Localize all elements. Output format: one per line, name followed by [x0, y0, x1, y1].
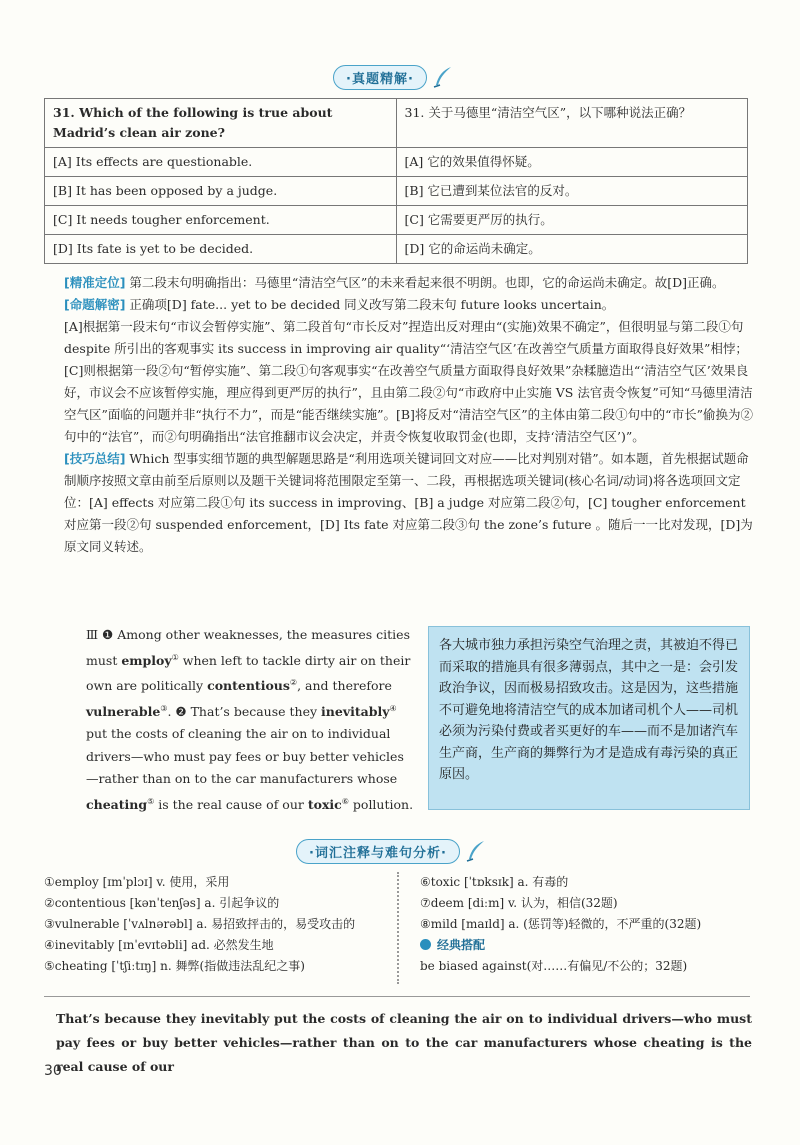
difficult-sentence: That’s because they inevitably put the costs of cleaning the air on to individual drivers—who must pay fees or buy better vehicles—rather than on to the car manufacturers whose cheating is the real cause of our [56, 1011, 752, 1074]
note-marker: ⑥ [341, 796, 349, 806]
table-row [45, 148, 748, 177]
vocab-item: ③vulnerable [ˈvʌlnərəbl] a. 易招致抨击的，易受攻击的 [44, 917, 356, 931]
table-row [45, 177, 748, 206]
analysis-distractors: [A]根据第一段末句“市议会暂停实施”、第二段首句“市长反对”捏造出反对理由“(实施)效果不确定”，但很明显与第二段①句 despite 所引出的客观事实 its success in improving air quality“‘清洁空气区’在改善空气质量方面取得良好效果”相悖；[C]则根据第一段②句“暂停实施”、第二段①句客观事实“在改善空气质量方面取得良好效果”杂糅臆造出“‘清洁空气区’效果良好，市议会不应该暂停实施，理应得到更严厉的执行”，且由第二段②句“市政府中止实施 VS 法官责令恢复”可知“马德里清洁空气区”面临的问题并非“执行不力”，而是“能否继续实施”。[B]将反对“清洁空气区”的主体由第二段①句中的“市长”偷换为②句中的“法官”，而②句明确指出“法官推翻市议会决定，并责令恢复收取罚金(也即，支持‘清洁空气区’)”。 [64, 319, 753, 444]
tag-tips: [技巧总结] [64, 451, 126, 466]
analysis-section [64, 272, 754, 558]
sentence-marker-1: ❶ [102, 627, 114, 642]
passage-text: put the costs of cleaning the air on to individual drivers—who must pay fees or buy better vehicles—rather than on to the car manufacturers whose [86, 726, 404, 787]
vocab-list-left [44, 872, 394, 977]
vocab-item: ①employ [ɪmˈplɔɪ] v. 使用，采用 [44, 875, 230, 889]
question-table [44, 98, 748, 264]
analysis-decode [64, 294, 754, 316]
collocation-title: 经典搭配 [437, 938, 486, 952]
option-b-zh: [B] 它已遭到某位法官的反对。 [396, 177, 748, 206]
vocab-item: ⑥toxic [ˈtɒksɪk] a. 有毒的 [420, 875, 569, 889]
vocab-item: ⑦deem [diːm] v. 认为，相信(32题) [420, 896, 618, 910]
quill-pen-icon [431, 65, 455, 89]
passage-text: Among other weaknesses, the measures cities must [86, 627, 410, 668]
tag-decode: [命题解密] [64, 297, 126, 312]
page-number: 30 [44, 1063, 62, 1079]
tips-text: Which 型事实细节题的典型解题思路是“利用选项关键词回文对应——比对判别对错”。如本题，首先根据试题命制顺序按照文章由前至后原则以及题干关键词将范围限定至第一、二段，再根据选项关键词(核心名词/动词)将各选项回文定位：[A] effects 对应第二段①句 its success in improving、[B] a judge 对应第二段②句，[C] tougher enforcement 对应第一段②句 suspended enforcement，[D] Its fate 对应第二段③句 the zone’s future 。随后一一比对发现，[D]为原文同义转述。 [64, 451, 753, 554]
note-marker: ③ [160, 703, 168, 713]
vocab-item: ⑧mild [maɪld] a. (惩罚等)轻微的，不严重的(32题) [420, 917, 702, 931]
option-d-en: [D] Its fate is yet to be decided. [45, 235, 397, 264]
section-banner-vocab [296, 838, 488, 864]
option-c-en: [C] It needs tougher enforcement. [45, 206, 397, 235]
vocab-word-employ: employ [121, 652, 172, 668]
vocab-item: ⑤cheating [ˈtʃiːtɪŋ] n. 舞弊(指做违法乱纪之事) [44, 959, 305, 973]
location-text: 第二段末句明确指出：马德里“清洁空气区”的未来看起来很不明朗。也即，它的命运尚未确定。故[D]正确。 [129, 275, 725, 290]
column-divider [397, 872, 403, 984]
analysis-tips [64, 448, 754, 558]
passage-paragraph [86, 624, 416, 817]
vocab-word-contentious: contentious [207, 678, 290, 694]
note-marker: ⑤ [147, 796, 155, 806]
banner-label: ·词汇注释与难句分析· [296, 839, 460, 864]
question-en: 31. Which of the following is true about Madrid’s clean air zone? [45, 99, 397, 148]
option-a-en: [A] Its effects are questionable. [45, 148, 397, 177]
passage-text: . [167, 703, 176, 719]
translation-box: 各大城市独力承担污染空气治理之责，其被迫不得已而采取的措施具有很多薄弱点，其中之一是：会引发政治争议，因而极易招致攻击。这是因为，这些措施不可避免地将清洁空气的成本加诸司机个人——司机必须为污染付费或者买更好的车——而不是加诸汽车生产商，生产商的舞弊行为才是造成有毒污染的真正原因。 [428, 626, 750, 810]
sentence-marker-2: ❷ [175, 703, 187, 719]
option-d-zh: [D] 它的命运尚未确定。 [396, 235, 748, 264]
quill-pen-icon [464, 839, 488, 863]
collocation-heading [420, 935, 750, 956]
passage-text: is the real cause of our [154, 797, 308, 813]
passage-text: That’s because they [186, 703, 322, 719]
paragraph-marker: Ⅲ [86, 627, 99, 642]
option-b-en: [B] It has been opposed by a judge. [45, 177, 397, 206]
vocab-word-vulnerable: vulnerable [86, 703, 161, 719]
vocab-word-cheating: cheating [86, 797, 148, 813]
vocab-word-toxic: toxic [307, 797, 342, 813]
vocab-word-inevitably: inevitably [321, 703, 390, 719]
banner-label: ·真题精解· [333, 65, 427, 90]
vocab-item: ②contentious [kənˈtenʃəs] a. 引起争议的 [44, 896, 280, 910]
table-row [45, 206, 748, 235]
option-c-zh: [C] 它需要更严厉的执行。 [396, 206, 748, 235]
collocation-item: be biased against(对……有偏见/不公的；32题) [420, 959, 688, 973]
decode-text: 正确项[D] fate... yet to be decided 同义改写第二段末句 future looks uncertain。 [129, 297, 615, 312]
analysis-location [64, 272, 754, 294]
table-row [45, 235, 748, 264]
divider-line [44, 996, 750, 997]
note-marker: ① [171, 652, 179, 662]
bullet-dot-icon [420, 939, 431, 950]
vocab-list-right [420, 872, 750, 977]
passage-text: when left to tackle dirty air on their own are politically [86, 652, 411, 694]
note-marker: ④ [389, 703, 397, 713]
vocab-item: ④inevitably [ɪnˈevɪtəbli] ad. 必然发生地 [44, 938, 274, 952]
note-marker: ② [289, 678, 298, 688]
question-zh: 31. 关于马德里“清洁空气区”，以下哪种说法正确？ [396, 99, 748, 148]
option-a-zh: [A] 它的效果值得怀疑。 [396, 148, 748, 177]
passage-text: , and therefore [297, 678, 392, 694]
tag-location: [精准定位] [64, 275, 126, 290]
table-row [45, 99, 748, 148]
passage-text: pollution. [348, 797, 414, 813]
section-banner-answer-analysis [333, 64, 455, 90]
